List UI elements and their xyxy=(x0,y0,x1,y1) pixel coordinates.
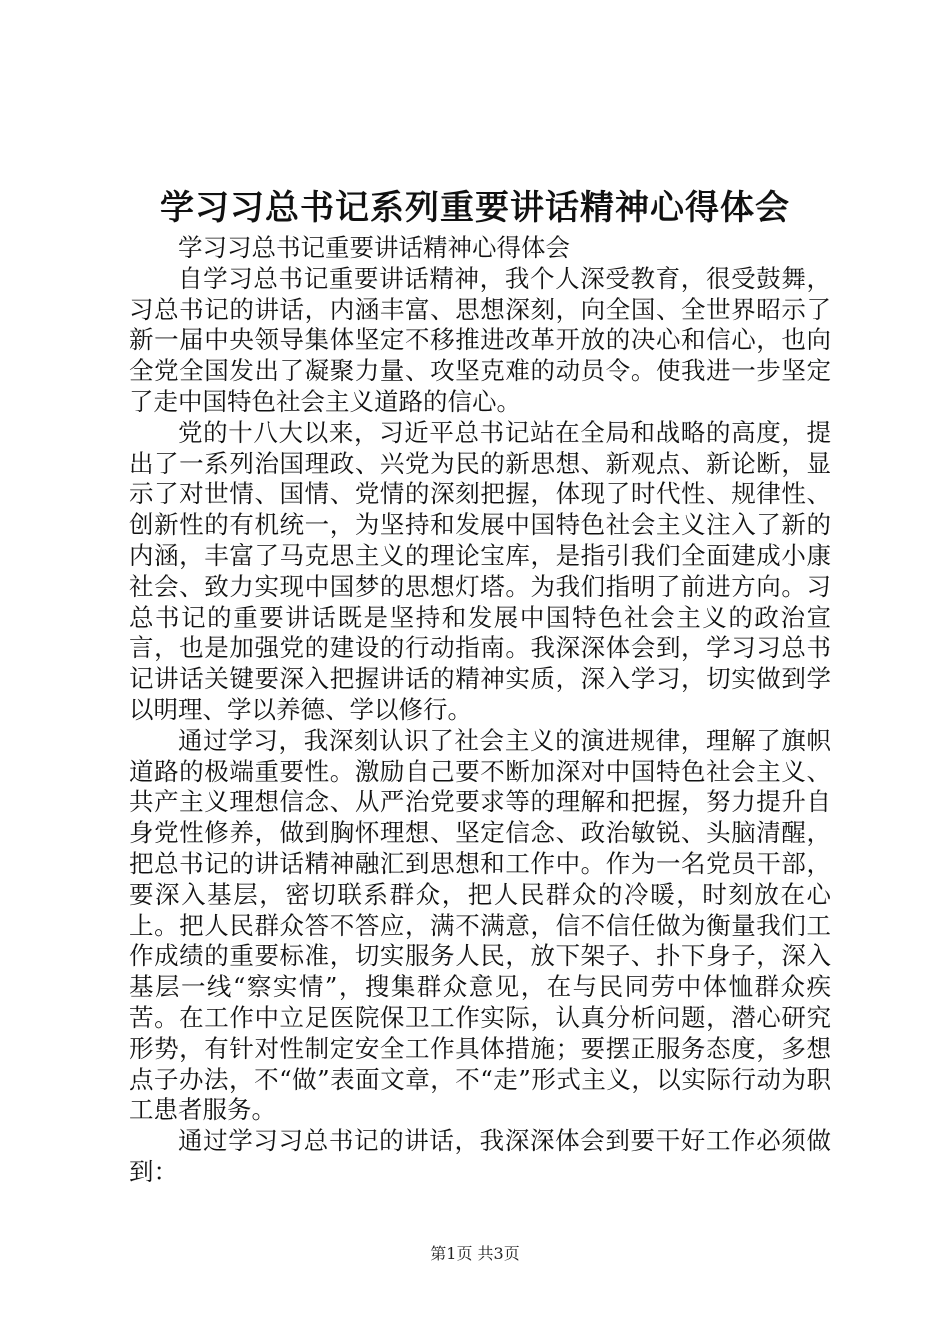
body-paragraph: 党的十八大以来，习近平总书记站在全局和战略的高度，提出了一系列治国理政、兴党为民的新思想、新观点、新论断，显示了对世情、国情、党情的深刻把握，体现了时代性、规律性、创新性的有机统一，为坚持和发展中国特色社会主义注入了新的内涵，丰富了马克思主义的理论宝库，是指引我们全面建成小康社会、致力实现中国梦的思想灯塔。为我们指明了前进方向。习总书记的重要讲话既是坚持和发展中国特色社会主义的政治宣言，也是加强党的建设的行动指南。我深深体会到，学习习总书记讲话关键要深入把握讲话的精神实质，深入学习，切实做到学以明理、学以养德、学以修行。 xyxy=(129,417,831,724)
page-number-footer: 第1页 共3页 xyxy=(430,1244,520,1263)
document-title: 学习习总书记系列重要讲话精神心得体会 xyxy=(160,188,790,228)
body-paragraph: 通过学习习总书记的讲话，我深深体会到要干好工作必须做到： xyxy=(129,1126,831,1186)
body-paragraph: 自学习总书记重要讲话精神，我个人深受教育，很受鼓舞，习总书记的讲话，内涵丰富、思想深刻，向全国、全世界昭示了新一届中央领导集体坚定不移推进改革开放的决心和信心，也向全党全国发出了凝聚力量、攻坚克难的动员令。使我进一步坚定了走中国特色社会主义道路的信心。 xyxy=(129,263,831,416)
body-paragraph: 通过学习，我深刻认识了社会主义的演进规律，理解了旗帜道路的极端重要性。激励自己要不断加深对中国特色社会主义、共产主义理想信念、从严治党要求等的理解和把握，努力提升自身党性修养，做到胸怀理想、坚定信念、政治敏锐、头脑清醒，把总书记的讲话精神融汇到思想和工作中。作为一名党员干部，要深入基层，密切联系群众，把人民群众的冷暖，时刻放在心上。把人民群众答不答应，满不满意，信不信任做为衡量我们工作成绩的重要标准，切实服务人民，放下架子、扑下身子，深入基层一线“察实情”，搜集群众意见，在与民同劳中体恤群众疾苦。在工作中立足医院保卫工作实际，认真分析问题，潜心研究形势，有针对性制定安全工作具体措施；要摆正服务态度，多想点子办法，不“做”表面文章，不“走”形式主义，以实际行动为职工患者服务。 xyxy=(129,725,831,1125)
body-paragraph-subtitle: 学习习总书记重要讲话精神心得体会 xyxy=(178,233,570,262)
document-body xyxy=(129,233,831,1188)
